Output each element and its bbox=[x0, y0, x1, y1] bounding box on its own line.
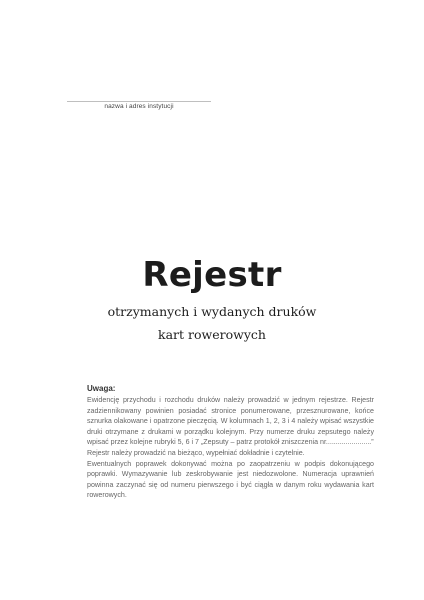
institution-signature-line bbox=[67, 101, 211, 102]
note-heading: Uwaga: bbox=[87, 384, 116, 393]
institution-label: nazwa i adres instytucji bbox=[104, 103, 174, 110]
note-paragraph-1: Ewidencję przychodu i rozchodu druków należy prowadzić w jednym rejestrze. Rejestr zadziennikowany powinien posiadać stronice ponumerowane, przesznurowane, końce sznurka olakowane i opatrzone pieczęcią. W kolumnach 1, 2, 3 i 4 należy wpisać wszystkie druki otrzymane z drukami w porządku kolejnym. Przy numerze druku zepsutego należy wpisać przez kolejne rubryki 5, 6 i 7 „Zepsuty – patrz protokół zniszczenia nr.......................” bbox=[87, 396, 374, 447]
document-title: Rejestr bbox=[142, 255, 282, 295]
note-paragraph-2: Rejestr należy prowadzić na bieżąco, wypełniać dokładnie i czytelnie. bbox=[87, 448, 305, 457]
document-subtitle-line2: kart rowerowych bbox=[158, 327, 266, 342]
note-body bbox=[87, 395, 374, 501]
document-subtitle-line1: otrzymanych i wydanych druków bbox=[107, 304, 317, 319]
note-paragraph-3: Ewentualnych poprawek dokonywać można po zaopatrzeniu w podpis dokonującego poprawki. Wymazywanie lub zeskrobywanie jest niedozwolone. Numeracja uprawnień powinna zaczynać się od numeru pierwszego i być ciągła w danym roku wydawania kart rowerowych. bbox=[87, 459, 374, 500]
